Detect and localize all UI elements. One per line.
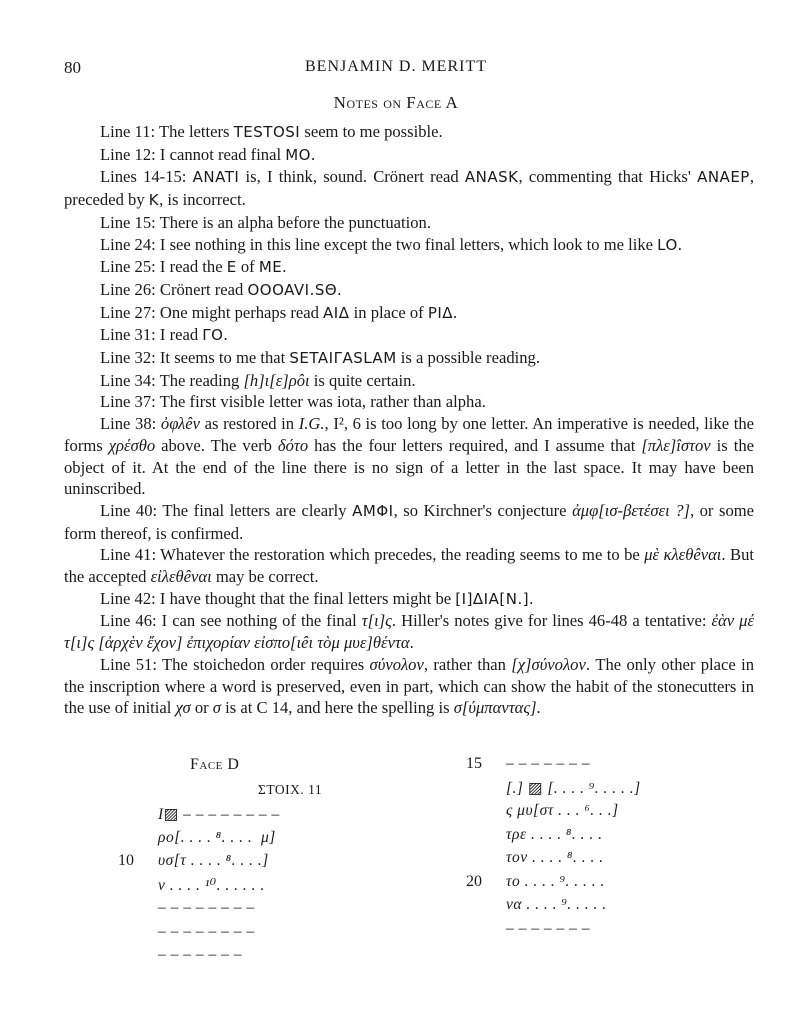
greek-text: χσ [175, 698, 191, 718]
greek-text: εἰλεθêναι [150, 567, 212, 587]
note-text: Line 46: I can see nothing of the final [100, 611, 362, 631]
note-paragraph [64, 234, 754, 257]
note-text: . The only other place in the inscription where a word is preserved, even in part, which can show the habit of the stonecutters in the use of initial [64, 654, 754, 718]
epigraphic-letters: K [148, 191, 160, 210]
greek-text: ὀφλêν [160, 414, 200, 434]
note-text: Line 31: I read [100, 325, 203, 345]
note-text: . [337, 279, 342, 299]
inscription-line: – – – – – – – [506, 919, 590, 937]
inscription-line: υσ[τ . . . . ⁸. . . .] [158, 852, 269, 869]
note-text: as restored in [199, 414, 299, 434]
running-head: BENJAMIN D. MERITT [305, 58, 487, 75]
note-text: Line 25: I read the [100, 257, 227, 277]
note-text: . [282, 257, 287, 277]
epigraphic-letters: AMΦI [352, 501, 394, 520]
note-text: Line 32: It seems to me that [100, 348, 290, 368]
note-paragraph [64, 302, 754, 325]
note-paragraph [64, 256, 754, 279]
note-text: , commenting that Hicks' [518, 167, 698, 187]
greek-text: I.G. [298, 414, 325, 434]
inscription-line: – – – – – – – [158, 946, 242, 963]
greek-text: ἀμφ[ισ-βετέσει ?] [572, 500, 690, 520]
note-text: . [223, 325, 228, 345]
note-paragraph [64, 370, 754, 392]
note-paragraph [64, 413, 754, 500]
note-text: in place of [349, 302, 428, 322]
inscription-line: – – – – – – – – [158, 899, 255, 916]
epigraphic-letters: OOOAVI.SΘ [247, 280, 338, 299]
note-text: above. The verb [155, 435, 278, 455]
note-text: is quite certain. [309, 370, 416, 390]
inscription-line: το . . . . ⁹. . . . . [506, 872, 605, 890]
epigraphic-letters: LO [657, 235, 678, 254]
note-paragraph [64, 588, 754, 611]
note-paragraph [64, 610, 754, 653]
epigraphic-letters: ΓO [202, 326, 224, 345]
epigraphic-letters: SETAIΓASLAM [289, 349, 397, 368]
note-text: , I², 6 is too long by one letter. An imperative is needed, like the forms [64, 414, 754, 455]
note-text: Line 37: The first visible letter was iota, rather than alpha. [100, 392, 486, 412]
inscription-line: – – – – – – – – [158, 922, 255, 940]
note-paragraph [64, 654, 754, 719]
note-text: . Hiller's notes give for lines 46-48 a tentative: [391, 611, 712, 631]
note-paragraph [64, 212, 754, 234]
note-text: Line 15: There is an alpha before the punctuation. [100, 212, 431, 232]
note-text: , preceded by [64, 167, 755, 210]
face-d-title: Face D [190, 756, 240, 773]
greek-text: τ[ι]ς [361, 611, 392, 631]
note-text: Line 42: I have thought that the final letters might be [100, 588, 456, 608]
note-text: is, I think, sound. Crönert read [239, 167, 465, 187]
note-text: has the four letters required, and I assume that [308, 435, 642, 455]
inscription-line: τρε . . . . ⁸. . . . [506, 825, 603, 843]
epigraphic-letters: ANATI [192, 168, 240, 187]
page-number: 80 [64, 58, 81, 77]
greek-text: δότο [277, 435, 309, 455]
section-title: Notes on Face A [333, 93, 459, 112]
inscription-line: ς μυ[στ . . . ⁶. . .] [506, 802, 619, 819]
note-text: Line 40: The final letters are clearly [100, 500, 353, 520]
note-text: Line 34: The reading [100, 370, 244, 390]
note-paragraph [64, 347, 754, 370]
epigraphic-letters: [I]ΔIA[N.] [455, 589, 530, 608]
note-text: is the object of it. At the end of the line there is no sign of a letter in the last space. It may have been uninscribed. [64, 435, 754, 499]
note-text: is at C 14, and here the spelling is [220, 698, 454, 718]
note-text: . But the accepted [64, 545, 754, 587]
inscription-line: τον . . . . ⁸. . . . [506, 849, 604, 866]
note-text: of [236, 257, 259, 277]
note-text: . [529, 588, 534, 608]
inscription-line: ρο[. . . . ⁸. . . . μ] [158, 828, 276, 846]
inscription-line: να . . . . ⁹. . . . . [506, 896, 607, 913]
note-text: . [453, 302, 458, 322]
inscription-line: [.] ▨ [. . . . ⁹. . . . .] [506, 779, 641, 797]
line-number: 10 [118, 852, 134, 869]
note-paragraph [64, 500, 754, 544]
inscription-line: – – – – – – – [506, 755, 590, 772]
inscription-line: Ι▨ – – – – – – – – [158, 806, 280, 823]
note-paragraph [64, 279, 754, 302]
note-paragraph [64, 121, 754, 144]
greek-text: σ [212, 698, 221, 718]
note-text: is a possible reading. [396, 348, 540, 368]
note-paragraph [64, 166, 754, 211]
greek-text: σύνολον [369, 654, 424, 674]
line-number: 20 [466, 872, 482, 890]
note-text: Line 26: Crönert read [100, 279, 248, 299]
note-text: may be correct. [211, 567, 319, 587]
note-text: . [310, 144, 316, 164]
epigraphic-letters: AIΔ [323, 303, 350, 322]
epigraphic-letters: ME [258, 258, 283, 277]
note-text: , is incorrect. [159, 190, 246, 210]
note-text: Line 27: One might perhaps read [100, 302, 324, 322]
epigraphic-letters: ANAEP [697, 168, 750, 187]
epigraphic-letters: TESTOSI [233, 123, 301, 141]
note-text: . [677, 234, 682, 254]
greek-text: [h]ι[ε]ρôι [243, 370, 310, 390]
note-text: Line 38: [100, 414, 161, 434]
note-text: . [409, 633, 414, 653]
greek-text: σ[ύμπαντας] [453, 698, 537, 718]
notes-list [64, 121, 754, 719]
note-text: Line 51: The stoichedon order requires [100, 654, 370, 674]
note-paragraph [64, 144, 754, 167]
greek-text: [χ]σύνολον [511, 654, 586, 674]
note-text: Line 24: I see nothing in this line except the two final letters, which look to me like [100, 234, 658, 254]
note-text: Line 11: The letters [100, 122, 234, 141]
stoichedon-label: ΣTOIX. 11 [258, 782, 323, 797]
note-paragraph [64, 391, 754, 413]
epigraphic-letters: ANASK [464, 168, 519, 187]
note-text: or [190, 698, 213, 718]
note-text: Line 12: I cannot read final [100, 144, 286, 164]
greek-text: [πλε]îστον [641, 435, 711, 455]
note-paragraph [64, 544, 754, 587]
note-text: . [536, 698, 541, 718]
greek-text: χρέσθο [108, 435, 156, 455]
line-number: 15 [466, 755, 482, 772]
epigraphic-letters: MO [285, 145, 311, 164]
inscription-line: ν . . . . ¹⁰. . . . . . [158, 876, 265, 894]
note-text: , so Kirchner's conjecture [393, 500, 573, 520]
note-text: Line 41: Whatever the restoration which precedes, the reading seems to me to be [100, 545, 645, 565]
greek-text: ἐὰν μέ τ[ι]ς [ἀρχὲν ἔχον] ἐπιχορίαν εἰσπο[ιêι τὸμ μυε]θέντα [64, 611, 754, 653]
note-text: , or some form thereof, is confirmed. [64, 500, 755, 543]
note-text: seem to me possible. [300, 122, 443, 141]
greek-text: μὲ κλεθêναι [644, 545, 722, 565]
epigraphic-letters: E [226, 258, 237, 277]
epigraphic-letters: PIΔ [427, 303, 454, 322]
note-paragraph [64, 324, 754, 347]
note-text: Lines 14-15: [100, 167, 193, 187]
note-text: , rather than [423, 654, 512, 674]
